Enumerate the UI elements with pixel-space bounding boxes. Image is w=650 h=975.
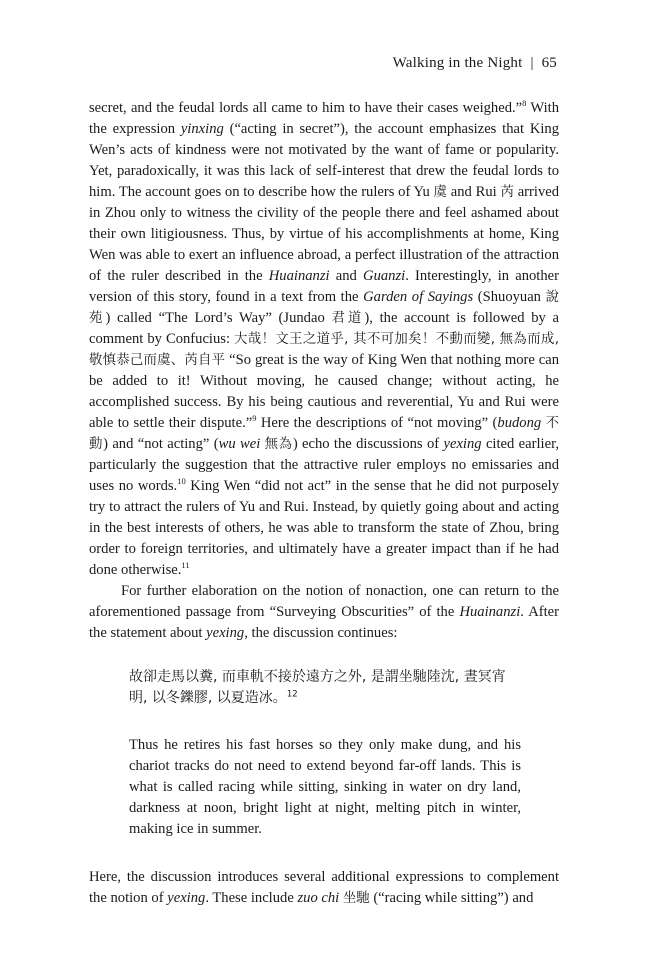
paragraph-expressions	[89, 867, 559, 909]
text-run: King Wen “did not act” in the sense that he did not purposely try to attract the rulers of Yu and Rui. Instead, by quietly going about and acting in the best interests of others, he was able to transform the state of Zhou, bring order to foreign territories, and ultimately have a greater impact than if he had done otherwise.	[89, 478, 559, 578]
text-run: arrived in Zhou only to witness the civility of the people there and feel ashamed about their own litigiousness. Thus, by virtue of his accomplishments at home, King Wen was able to exert an influence abroad, a perfect illustration of the attraction of the ruler described in the	[89, 184, 560, 284]
text-run: “So great is the way of King Wen that nothing more can be added to it! Without moving, he caused change; without acting, he accomplished success. By his being cautious and reverential, Yu and Rui were able to settle their dispute.”	[89, 352, 560, 431]
text-run: With the expression	[89, 100, 559, 137]
italic-term: yexing	[167, 890, 206, 906]
running-head-title: Walking in the Night	[392, 55, 523, 71]
footnote-ref: 10	[177, 476, 186, 487]
block-quote-english	[129, 735, 521, 840]
text-run: (“acting in secret”), the account emphasizes that King Wen’s acts of kindness were not motivated by the want of fame or popularity. Yet, paradoxically, it was this lack of self-interest that drew the feudal lords to him. The account goes on to describe how the rulers of Yu	[89, 121, 560, 200]
footnote-ref: 12	[286, 689, 298, 700]
italic-term: Huainanzi	[268, 268, 330, 284]
running-head-separator: |	[530, 55, 534, 71]
paragraph-continued	[89, 98, 559, 581]
chinese-text: 不動	[89, 416, 559, 452]
chinese-text: 大哉！文王之道乎, 其不可加矣！不動而變, 無為而成, 敬慎恭己而虞、芮自平	[89, 332, 559, 368]
italic-term: yinxing	[180, 121, 224, 137]
text-run: secret, and the feudal lords all came to him to have their cases weighed.”	[89, 100, 523, 116]
footnote-ref: 11	[181, 560, 190, 571]
body-text	[89, 98, 559, 909]
text-run: ) and “not acting” (	[103, 436, 219, 452]
italic-term: Guanzi	[363, 268, 406, 284]
footnote-ref: 8	[522, 98, 527, 109]
footnote-ref: 9	[252, 413, 257, 424]
text-run: (“racing while sitting”) and	[369, 890, 534, 906]
text-run: Thus he retires his fast horses so they only make dung, and his chariot tracks do not need to extend beyond far-off lands. This is what is called racing while sitting, sinking in water on dry land, darkness at noon, bright light at night, melting pitch in winter, making ice in summer.	[129, 737, 521, 837]
italic-term: yexing	[443, 436, 482, 452]
text-run: and	[329, 268, 364, 284]
chinese-text: 君道	[331, 311, 365, 326]
text-run: and Rui	[447, 184, 501, 200]
text-run: cited earlier, particularly the suggestion that the attractive ruler employs no emissaries and uses no words.	[89, 436, 559, 494]
chinese-text: 芮	[500, 185, 514, 200]
text-run: (Shuoyuan	[473, 289, 546, 305]
text-run: For further elaboration on the notion of nonaction, one can return to the aforementioned passage from “Surveying Obscurities” of the	[89, 583, 559, 620]
text-run: , the discussion continues:	[244, 625, 398, 641]
text-run: . After the statement about	[89, 604, 559, 641]
page-number: 65	[541, 55, 557, 71]
chinese-text: 坐馳	[342, 891, 370, 906]
text-run: . These include	[205, 890, 298, 906]
italic-term: budong	[497, 415, 542, 431]
text-run: Here the descriptions of “not moving” (	[256, 415, 498, 431]
text-run: ) echo the discussions of	[292, 436, 444, 452]
text-run: . Interestingly, in another version of this story, found in a text from the	[89, 268, 559, 305]
block-quote-chinese	[129, 667, 521, 709]
chinese-text: 虞	[433, 185, 448, 200]
italic-term: wu wei	[218, 436, 261, 452]
text-run: ) called “The Lord’s Way” (Jundao	[105, 310, 332, 326]
chinese-text: 無為	[264, 437, 293, 452]
italic-term: Garden of Sayings	[363, 289, 474, 305]
italic-term: zuo chi	[297, 890, 340, 906]
text-run: Here, the discussion introduces several additional expressions to complement the notion of	[89, 869, 559, 906]
italic-term: Huainanzi	[459, 604, 521, 620]
text-run: 故卻走馬以糞, 而車軌不接於遠方之外, 是謂坐馳陸沈, 晝冥宵明, 以冬鑠膠, 以夏造冰。	[129, 669, 506, 706]
running-head	[393, 55, 557, 72]
italic-term: yexing	[206, 625, 245, 641]
paragraph-nonaction	[89, 581, 559, 644]
text-run: ), the account is followed by a comment by Confucius:	[89, 310, 560, 347]
chinese-text: 說苑	[89, 290, 559, 326]
